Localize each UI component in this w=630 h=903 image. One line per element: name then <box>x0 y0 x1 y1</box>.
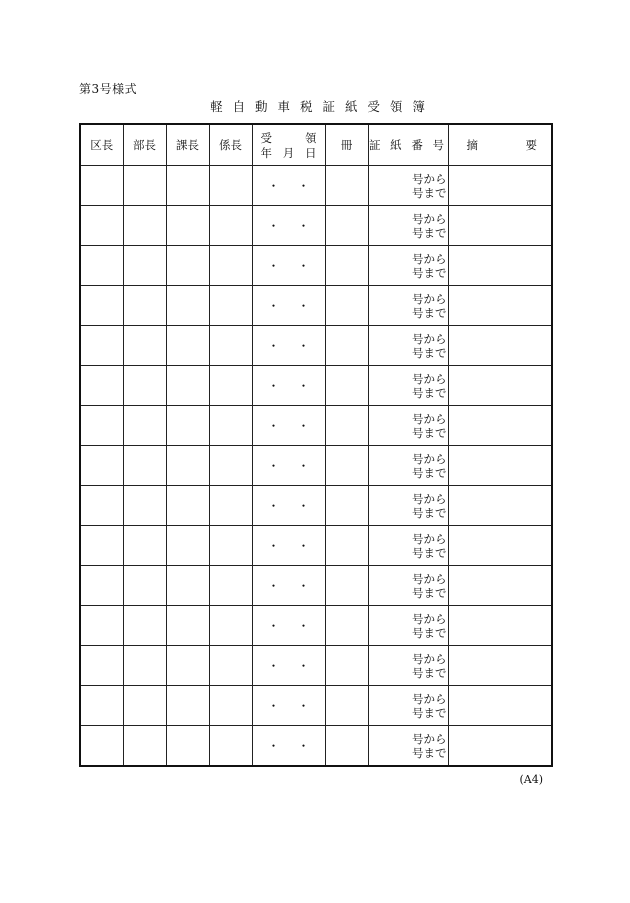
staff-chief-seal-cell[interactable] <box>209 206 252 246</box>
remarks-cell[interactable] <box>448 246 552 286</box>
receipt-date-cell[interactable] <box>252 366 325 406</box>
staff-chief-seal-cell[interactable] <box>209 326 252 366</box>
header-dept-chief: 部長 <box>123 124 166 166</box>
volume-cell[interactable] <box>325 246 368 286</box>
receipt-date-cell[interactable] <box>252 606 325 646</box>
number-to-label: 号まで <box>412 665 447 680</box>
date-separator: ・ <box>297 379 310 393</box>
form-title: 軽 自 動 車 税 証 紙 受 領 簿 <box>210 99 428 114</box>
ward-chief-seal-cell[interactable] <box>80 166 123 206</box>
date-separator: ・ <box>297 259 310 273</box>
staff-chief-seal-cell[interactable] <box>209 406 252 446</box>
volume-cell[interactable] <box>325 446 368 486</box>
remarks-cell[interactable] <box>448 686 552 726</box>
receipt-date-cell[interactable] <box>252 246 325 286</box>
ward-chief-seal-cell[interactable] <box>80 446 123 486</box>
staff-chief-seal-cell[interactable] <box>209 246 252 286</box>
section-chief-seal-cell[interactable] <box>166 686 209 726</box>
volume-cell[interactable] <box>325 566 368 606</box>
ward-chief-seal-cell[interactable] <box>80 606 123 646</box>
stamp-number-cell[interactable] <box>368 486 448 526</box>
number-from-label: 号から <box>412 451 447 466</box>
remarks-cell[interactable] <box>448 566 552 606</box>
ward-chief-seal-cell[interactable] <box>80 406 123 446</box>
ward-chief-seal-cell[interactable] <box>80 566 123 606</box>
remarks-cell[interactable] <box>448 646 552 686</box>
remarks-cell[interactable] <box>448 446 552 486</box>
remarks-cell[interactable] <box>448 366 552 406</box>
staff-chief-seal-cell[interactable] <box>209 606 252 646</box>
number-to-label: 号まで <box>412 185 447 200</box>
header-remarks-label-2: 要 <box>525 138 537 152</box>
remarks-cell[interactable] <box>448 726 552 767</box>
section-chief-seal-cell[interactable] <box>166 486 209 526</box>
date-separator: ・ <box>267 499 280 513</box>
number-to-label: 号まで <box>412 585 447 600</box>
date-separator: ・ <box>297 699 310 713</box>
date-separator: ・ <box>267 659 280 673</box>
receipt-date-cell[interactable] <box>252 286 325 326</box>
stamp-number-cell[interactable] <box>368 526 448 566</box>
number-from-label: 号から <box>412 331 447 346</box>
section-chief-seal-cell[interactable] <box>166 566 209 606</box>
dept-chief-seal-cell[interactable] <box>123 606 166 646</box>
header-staff-chief: 係長 <box>209 124 252 166</box>
ward-chief-seal-cell[interactable] <box>80 726 123 767</box>
dept-chief-seal-cell[interactable] <box>123 566 166 606</box>
date-separator: ・ <box>297 459 310 473</box>
number-to-label: 号まで <box>412 425 447 440</box>
date-separator: ・ <box>297 739 310 753</box>
date-separator: ・ <box>267 339 280 353</box>
receipt-date-cell[interactable] <box>252 446 325 486</box>
date-separator: ・ <box>267 179 280 193</box>
number-from-label: 号から <box>412 371 447 386</box>
table-row <box>80 326 552 366</box>
remarks-cell[interactable] <box>448 406 552 446</box>
stamp-number-cell[interactable] <box>368 206 448 246</box>
section-chief-seal-cell[interactable] <box>166 526 209 566</box>
staff-chief-seal-cell[interactable] <box>209 286 252 326</box>
table-row <box>80 166 552 206</box>
receipt-date-cell[interactable] <box>252 406 325 446</box>
ward-chief-seal-cell[interactable] <box>80 206 123 246</box>
date-separator: ・ <box>297 339 310 353</box>
volume-cell[interactable] <box>325 606 368 646</box>
section-chief-seal-cell[interactable] <box>166 646 209 686</box>
number-from-label: 号から <box>412 251 447 266</box>
staff-chief-seal-cell[interactable] <box>209 646 252 686</box>
number-to-label: 号まで <box>412 225 447 240</box>
staff-chief-seal-cell[interactable] <box>209 166 252 206</box>
date-separator: ・ <box>267 219 280 233</box>
date-separator: ・ <box>297 659 310 673</box>
stamp-number-cell[interactable] <box>368 686 448 726</box>
date-separator: ・ <box>297 299 310 313</box>
volume-cell[interactable] <box>325 406 368 446</box>
dept-chief-seal-cell[interactable] <box>123 486 166 526</box>
table-row <box>80 686 552 726</box>
table-row <box>80 526 552 566</box>
number-to-label: 号まで <box>412 385 447 400</box>
date-separator: ・ <box>297 579 310 593</box>
receipt-date-cell[interactable] <box>252 646 325 686</box>
table-row <box>80 406 552 446</box>
volume-cell[interactable] <box>325 726 368 767</box>
ward-chief-seal-cell[interactable] <box>80 646 123 686</box>
number-to-label: 号まで <box>412 545 447 560</box>
number-from-label: 号から <box>412 171 447 186</box>
number-to-label: 号まで <box>412 745 447 760</box>
number-to-label: 号まで <box>412 705 447 720</box>
header-month: 月 <box>282 146 295 160</box>
volume-cell[interactable] <box>325 166 368 206</box>
remarks-cell[interactable] <box>448 486 552 526</box>
receipt-date-cell[interactable] <box>252 166 325 206</box>
date-separator: ・ <box>267 419 280 433</box>
table-row <box>80 646 552 686</box>
section-chief-seal-cell[interactable] <box>166 246 209 286</box>
ward-chief-seal-cell[interactable] <box>80 326 123 366</box>
dept-chief-seal-cell[interactable] <box>123 366 166 406</box>
number-to-label: 号まで <box>412 305 447 320</box>
number-from-label: 号から <box>412 571 447 586</box>
receipt-date-cell[interactable] <box>252 486 325 526</box>
header-receipt-date <box>252 124 325 166</box>
dept-chief-seal-cell[interactable] <box>123 686 166 726</box>
date-separator: ・ <box>267 739 280 753</box>
receipt-date-cell[interactable] <box>252 726 325 767</box>
table-row <box>80 446 552 486</box>
header-section-chief: 課長 <box>166 124 209 166</box>
dept-chief-seal-cell[interactable] <box>123 326 166 366</box>
remarks-cell[interactable] <box>448 606 552 646</box>
header-receipt-label-2: 領 <box>305 131 317 145</box>
number-from-label: 号から <box>412 411 447 426</box>
section-chief-seal-cell[interactable] <box>166 286 209 326</box>
staff-chief-seal-cell[interactable] <box>209 526 252 566</box>
remarks-cell[interactable] <box>448 526 552 566</box>
number-from-label: 号から <box>412 611 447 626</box>
stamp-number-cell[interactable] <box>368 446 448 486</box>
number-to-label: 号まで <box>412 505 447 520</box>
number-to-label: 号まで <box>412 265 447 280</box>
dept-chief-seal-cell[interactable] <box>123 246 166 286</box>
volume-cell[interactable] <box>325 486 368 526</box>
section-chief-seal-cell[interactable] <box>166 406 209 446</box>
header-day: 日 <box>305 146 317 160</box>
number-from-label: 号から <box>412 731 447 746</box>
receipt-date-cell[interactable] <box>252 326 325 366</box>
remarks-cell[interactable] <box>448 326 552 366</box>
header-stamp-number: 証 紙 番 号 <box>368 124 448 166</box>
header-volume: 冊 <box>325 124 368 166</box>
receipt-date-cell[interactable] <box>252 206 325 246</box>
paper-size-label: (A4) <box>519 773 543 786</box>
stamp-number-cell[interactable] <box>368 326 448 366</box>
date-separator: ・ <box>297 499 310 513</box>
date-separator: ・ <box>267 459 280 473</box>
number-to-label: 号まで <box>412 625 447 640</box>
table-row <box>80 726 552 767</box>
date-separator: ・ <box>297 419 310 433</box>
header-receipt-label-1: 受 <box>260 131 272 145</box>
section-chief-seal-cell[interactable] <box>166 446 209 486</box>
stamp-number-cell[interactable] <box>368 726 448 767</box>
stamp-number-cell[interactable] <box>368 166 448 206</box>
table-row <box>80 286 552 326</box>
date-separator: ・ <box>267 699 280 713</box>
volume-cell[interactable] <box>325 366 368 406</box>
table-row <box>80 606 552 646</box>
header-row <box>80 124 552 166</box>
stamp-number-cell[interactable] <box>368 606 448 646</box>
form-number: 第3号様式 <box>79 82 138 96</box>
ward-chief-seal-cell[interactable] <box>80 286 123 326</box>
table-row <box>80 366 552 406</box>
stamp-number-cell[interactable] <box>368 286 448 326</box>
number-from-label: 号から <box>412 651 447 666</box>
volume-cell[interactable] <box>325 646 368 686</box>
date-separator: ・ <box>297 619 310 633</box>
date-separator: ・ <box>297 179 310 193</box>
section-chief-seal-cell[interactable] <box>166 166 209 206</box>
date-separator: ・ <box>267 619 280 633</box>
dept-chief-seal-cell[interactable] <box>123 526 166 566</box>
receipt-date-cell[interactable] <box>252 686 325 726</box>
staff-chief-seal-cell[interactable] <box>209 486 252 526</box>
staff-chief-seal-cell[interactable] <box>209 726 252 767</box>
dept-chief-seal-cell[interactable] <box>123 646 166 686</box>
number-to-label: 号まで <box>412 345 447 360</box>
volume-cell[interactable] <box>325 326 368 366</box>
number-to-label: 号まで <box>412 465 447 480</box>
volume-cell[interactable] <box>325 686 368 726</box>
date-separator: ・ <box>267 299 280 313</box>
volume-cell[interactable] <box>325 206 368 246</box>
staff-chief-seal-cell[interactable] <box>209 686 252 726</box>
number-from-label: 号から <box>412 211 447 226</box>
table-row <box>80 246 552 286</box>
table-row <box>80 486 552 526</box>
date-separator: ・ <box>297 219 310 233</box>
ward-chief-seal-cell[interactable] <box>80 526 123 566</box>
table-row <box>80 206 552 246</box>
section-chief-seal-cell[interactable] <box>166 326 209 366</box>
dept-chief-seal-cell[interactable] <box>123 286 166 326</box>
date-separator: ・ <box>267 259 280 273</box>
dept-chief-seal-cell[interactable] <box>123 206 166 246</box>
volume-cell[interactable] <box>325 526 368 566</box>
staff-chief-seal-cell[interactable] <box>209 566 252 606</box>
date-separator: ・ <box>267 579 280 593</box>
staff-chief-seal-cell[interactable] <box>209 446 252 486</box>
date-separator: ・ <box>267 539 280 553</box>
header-ward-chief: 区長 <box>80 124 123 166</box>
remarks-cell[interactable] <box>448 166 552 206</box>
ward-chief-seal-cell[interactable] <box>80 366 123 406</box>
receipt-ledger-table <box>79 123 553 767</box>
number-from-label: 号から <box>412 691 447 706</box>
section-chief-seal-cell[interactable] <box>166 726 209 767</box>
ledger-body <box>80 166 552 767</box>
table-row <box>80 566 552 606</box>
header-year: 年 <box>260 146 272 160</box>
date-separator: ・ <box>297 539 310 553</box>
volume-cell[interactable] <box>325 286 368 326</box>
header-remarks <box>448 124 552 166</box>
ward-chief-seal-cell[interactable] <box>80 486 123 526</box>
stamp-number-cell[interactable] <box>368 366 448 406</box>
dept-chief-seal-cell[interactable] <box>123 726 166 767</box>
stamp-number-cell[interactable] <box>368 406 448 446</box>
remarks-cell[interactable] <box>448 286 552 326</box>
section-chief-seal-cell[interactable] <box>166 206 209 246</box>
dept-chief-seal-cell[interactable] <box>123 166 166 206</box>
ward-chief-seal-cell[interactable] <box>80 246 123 286</box>
stamp-number-cell[interactable] <box>368 646 448 686</box>
stamp-number-cell[interactable] <box>368 566 448 606</box>
number-from-label: 号から <box>412 491 447 506</box>
section-chief-seal-cell[interactable] <box>166 366 209 406</box>
number-from-label: 号から <box>412 291 447 306</box>
date-separator: ・ <box>267 379 280 393</box>
receipt-date-cell[interactable] <box>252 526 325 566</box>
dept-chief-seal-cell[interactable] <box>123 446 166 486</box>
section-chief-seal-cell[interactable] <box>166 606 209 646</box>
stamp-number-cell[interactable] <box>368 246 448 286</box>
header-remarks-label-1: 摘 <box>466 138 478 152</box>
remarks-cell[interactable] <box>448 206 552 246</box>
number-from-label: 号から <box>412 531 447 546</box>
receipt-date-cell[interactable] <box>252 566 325 606</box>
staff-chief-seal-cell[interactable] <box>209 366 252 406</box>
ward-chief-seal-cell[interactable] <box>80 686 123 726</box>
dept-chief-seal-cell[interactable] <box>123 406 166 446</box>
